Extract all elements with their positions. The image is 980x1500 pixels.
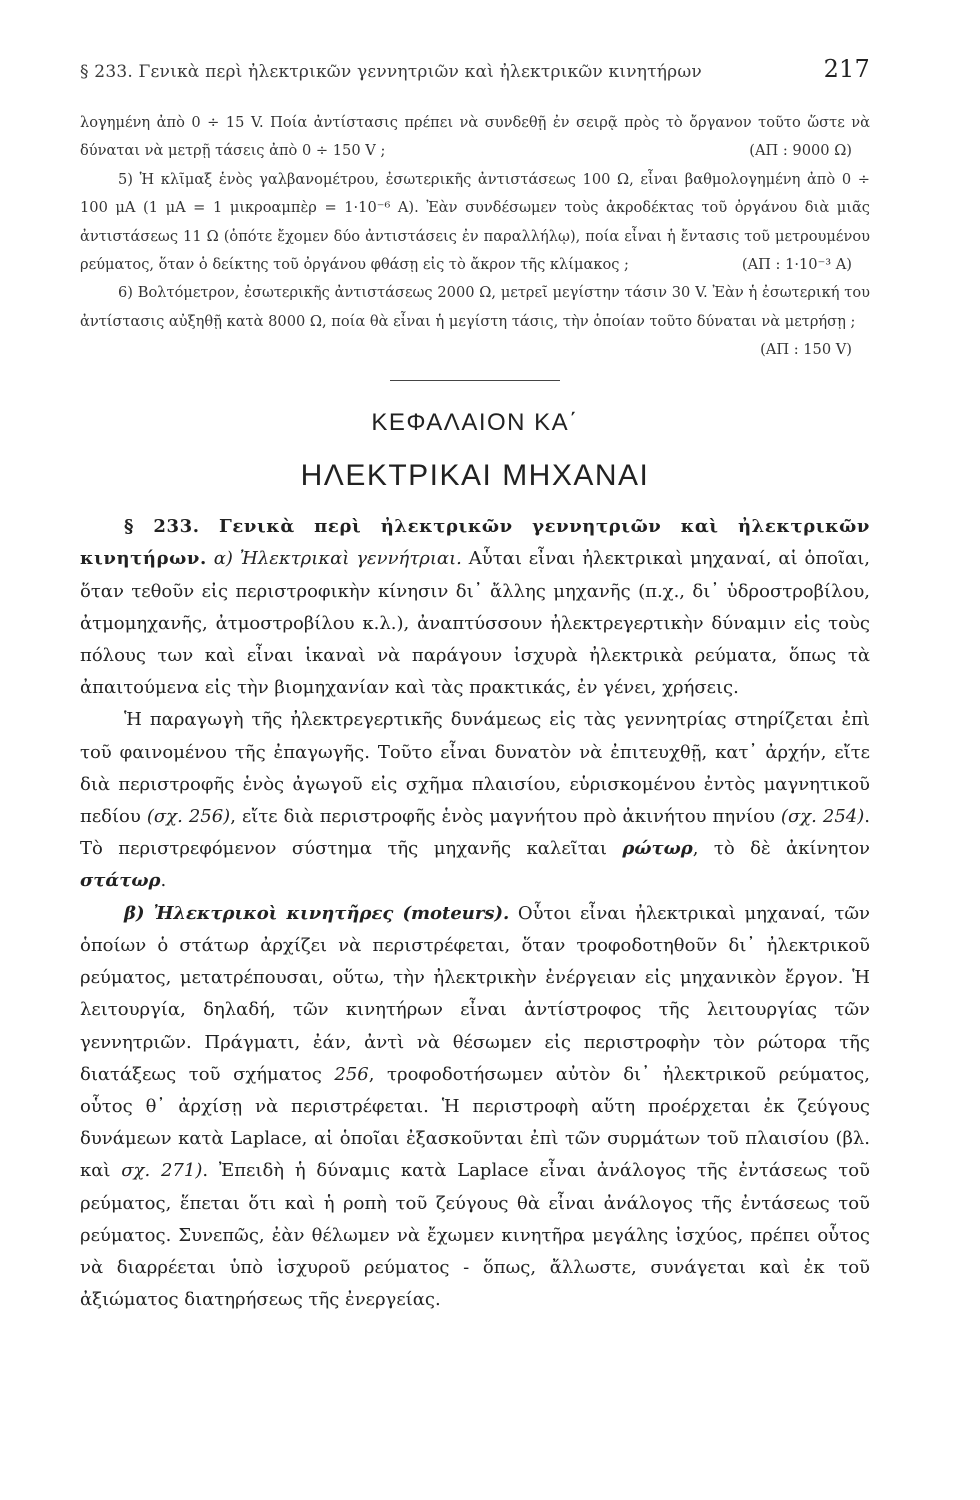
section-paragraph-1 (80, 511, 870, 704)
exercises-block (80, 109, 870, 359)
paragraph-2-end: . (160, 870, 167, 892)
exercise-5 (80, 166, 870, 280)
section-heading: § 233. Γενικὰ περὶ ἠλεκτρικῶν γεννητριῶν καὶ ἠλεκτρικῶν κινητήρων. (80, 516, 870, 570)
section-body (80, 511, 870, 1316)
figure-ref-256-b: 256 (334, 1063, 369, 1085)
term-stator: στάτωρ (80, 870, 161, 892)
section-paragraph-3 (80, 898, 870, 1317)
exercise-continuation-answer: (ΑΠ : 9000 Ω) (749, 142, 852, 160)
chapter-label: ΚΕΦΑΛΑΙΟΝ ΚΑ΄ (371, 409, 579, 437)
paragraph-2-text-d: , τὸ δὲ ἀκίνητον (692, 838, 870, 860)
exercise-6-answer: (ΑΠ : 150 V) (760, 341, 852, 359)
term-rotor: ρώτωρ (622, 838, 693, 860)
section-paragraph-2 (80, 704, 870, 897)
running-head (80, 55, 870, 83)
page-number: 217 (823, 55, 870, 83)
exercise-5-answer: (ΑΠ : 1·10⁻³ A) (741, 256, 852, 274)
paragraph-2-text-c: . Τὸ περιστρεφόμενον σύστημα τῆς μηχανῆς καλεῖται (80, 806, 870, 860)
subsection-a-text: Αὗται εἶναι ἠλεκτρικαὶ μηχαναί, αἱ ὁποῖαι, ὅταν τεθοῦν εἰς περιστροφικὴν κίνησιν δι᾽ ἄλλης μηχανῆς (π.χ., δι᾽ ὑδροστροβίλου, ἀτμομηχανῆς, ἀτμοστροβίλου κ.λ.), ἀναπτύσσουν ἠλεκτρεγερτικὴν δύναμιν εἰς τοὺς πόλους των καὶ εἶναι ἱκαναὶ νὰ παράγουν ἰσχυρὰ ἠλεκτρικὰ ρεύματα, ὅπως τὰ ἀπαιτούμενα εἰς τὴν βιομηχανίαν καὶ τὰς πρακτικάς, ἐν γένει, χρήσεις. (80, 548, 870, 699)
figure-ref-254: (σχ. 254) (780, 806, 865, 828)
divider-rule (390, 380, 560, 381)
subsection-b-label: β) Ἠλεκτρικοὶ κινητῆρες (moteurs). (124, 902, 510, 924)
paragraph-3-text-c: . Ἐπειδὴ ἡ δύναμις κατὰ Laplace εἶναι ἀνάλογος τῆς ἐντάσεως τοῦ ρεύματος, ἕπεται ὅτι καὶ ἡ ροπὴ τοῦ ζεύγους θὰ εἶναι ἀνάλογος τῆς ἐντάσεως τοῦ ρεύματος. Συνεπῶς, ἐὰν θέλωμεν νὰ ἔχωμεν κινητῆρα μεγάλης ἰσχύος, πρέπει οὗτος νὰ διαρρέεται ὑπὸ ἰσχυροῦ ρεύματος - ὅπως, ἄλλωστε, συνάγεται καὶ ἐκ τοῦ ἀξιώματος διατηρήσεως τῆς ἐνεργείας. (80, 1160, 870, 1311)
exercise-5-text: 5) Ἡ κλῖμαξ ἑνὸς γαλβανομέτρου, ἐσωτερικῆς ἀντιστάσεως 100 Ω, εἶναι βαθμολογημένη ἀπὸ 0 ÷ 100 μA (1 μA = 1 μικροαμπὲρ = 1·10⁻⁶ A). Ἐὰν συνδέσωμεν τοὺς ἀκροδέκτας τοῦ ὀργάνου διὰ μιᾶς ἀντιστάσεως 11 Ω (ὁπότε ἔχομεν δύο ἀντιστάσεις ἐν παραλλήλῳ), ποία εἶναι ἡ ἔντασις τοῦ μετρουμένου ρεύματος, ὅταν ὁ δείκτης τοῦ ὀργάνου φθάσῃ εἰς τὸ ἄκρον τῆς κλίμακος ; (80, 170, 870, 274)
paragraph-3-text-a: Οὗτοι εἶναι ἠλεκτρικαὶ μηχαναί, τῶν ὁποίων ὁ στάτωρ ἀρχίζει νὰ περιστρέφεται, ὅταν τροφοδοτηθοῦν δι᾽ ἠλεκτρικοῦ ρεύματος, μετατρέπουσαι, οὕτω, τὴν ἠλεκτρικὴν ἐνέργειαν εἰς μηχανικὸν ἔργον. Ἡ λειτουργία, δηλαδή, τῶν κινητήρων εἶναι ἀντίστροφος τῆς λειτουργίας τῶν γεννητριῶν. Πράγματι, ἐάν, ἀντὶ νὰ θέσωμεν εἰς περιστροφὴν τὸν ρώτορα τῆς διατάξεως τοῦ σχήματος (80, 902, 870, 1085)
exercise-continuation (80, 109, 870, 166)
paragraph-2-text-b: , εἴτε διὰ περιστροφῆς ἑνὸς μαγνήτου πρὸ ἀκινήτου πηνίου (230, 806, 775, 828)
book-page (80, 55, 870, 1316)
paragraph-2-text-a: Ἡ παραγωγὴ τῆς ἠλεκτρεγερτικῆς δυνάμεως εἰς τὰς γεννητρίας στηρίζεται ἐπὶ τοῦ φαινομένου τῆς ἐπαγωγῆς. Τοῦτο εἶναι δυνατὸν νὰ ἐπιτευχθῇ, κατ᾽ ἀρχήν, εἴτε διὰ περιστροφῆς ἑνὸς ἀγωγοῦ εἰς σχῆμα πλαισίου, εὑρισκομένου ἐντὸς μαγνητικοῦ πεδίου (80, 709, 870, 828)
subsection-a-label: α) Ἠλεκτρικαὶ γεννήτριαι. (213, 548, 462, 570)
figure-ref-271: σχ. 271) (121, 1160, 203, 1182)
exercise-6 (80, 279, 870, 359)
exercise-continuation-text: λογημένη ἀπὸ 0 ÷ 15 V. Ποία ἀντίστασις πρέπει νὰ συνδεθῇ ἐν σειρᾷ πρὸς τὸ ὄργανον τοῦτο ὥστε νὰ δύναται νὰ μετρῇ τάσεις ἀπὸ 0 ÷ 150 V ; (80, 114, 870, 160)
paragraph-3-text-b: , τροφοδοτήσωμεν αὐτὸν δι᾽ ἠλεκτρικοῦ ρεύματος, οὗτος θ᾽ ἀρχίσῃ νὰ περιστρέφεται. Ἡ περιστροφὴ αὕτη προέρχεται ἐκ ζεύγους δυνάμεων κατὰ Laplace, αἱ ὁποῖαι ἐξασκοῦνται ἐπὶ τῶν συρμάτων τοῦ πλαισίου (βλ. καὶ (80, 1063, 870, 1182)
exercise-6-text: 6) Βολτόμετρον, ἐσωτερικῆς ἀντιστάσεως 2000 Ω, μετρεῖ μεγίστην τάσιν 30 V. Ἐὰν ἡ ἐσωτερική του ἀντίστασις αὐξηθῇ κατὰ 8000 Ω, ποία θὰ εἶναι ἡ μεγίστη τάσις, τὴν ὁποίαν τοῦτο δύναται νὰ μετρήσῃ ; (80, 284, 870, 330)
figure-ref-256: (σχ. 256) (146, 806, 231, 828)
chapter-title: ΗΛΕΚΤΡΙΚΑΙ ΜΗΧΑΝΑΙ (300, 459, 650, 493)
running-head-title: § 233. Γενικὰ περὶ ἠλεκτρικῶν γεννητριῶν καὶ ἠλεκτρικῶν κινητήρων (80, 62, 702, 82)
